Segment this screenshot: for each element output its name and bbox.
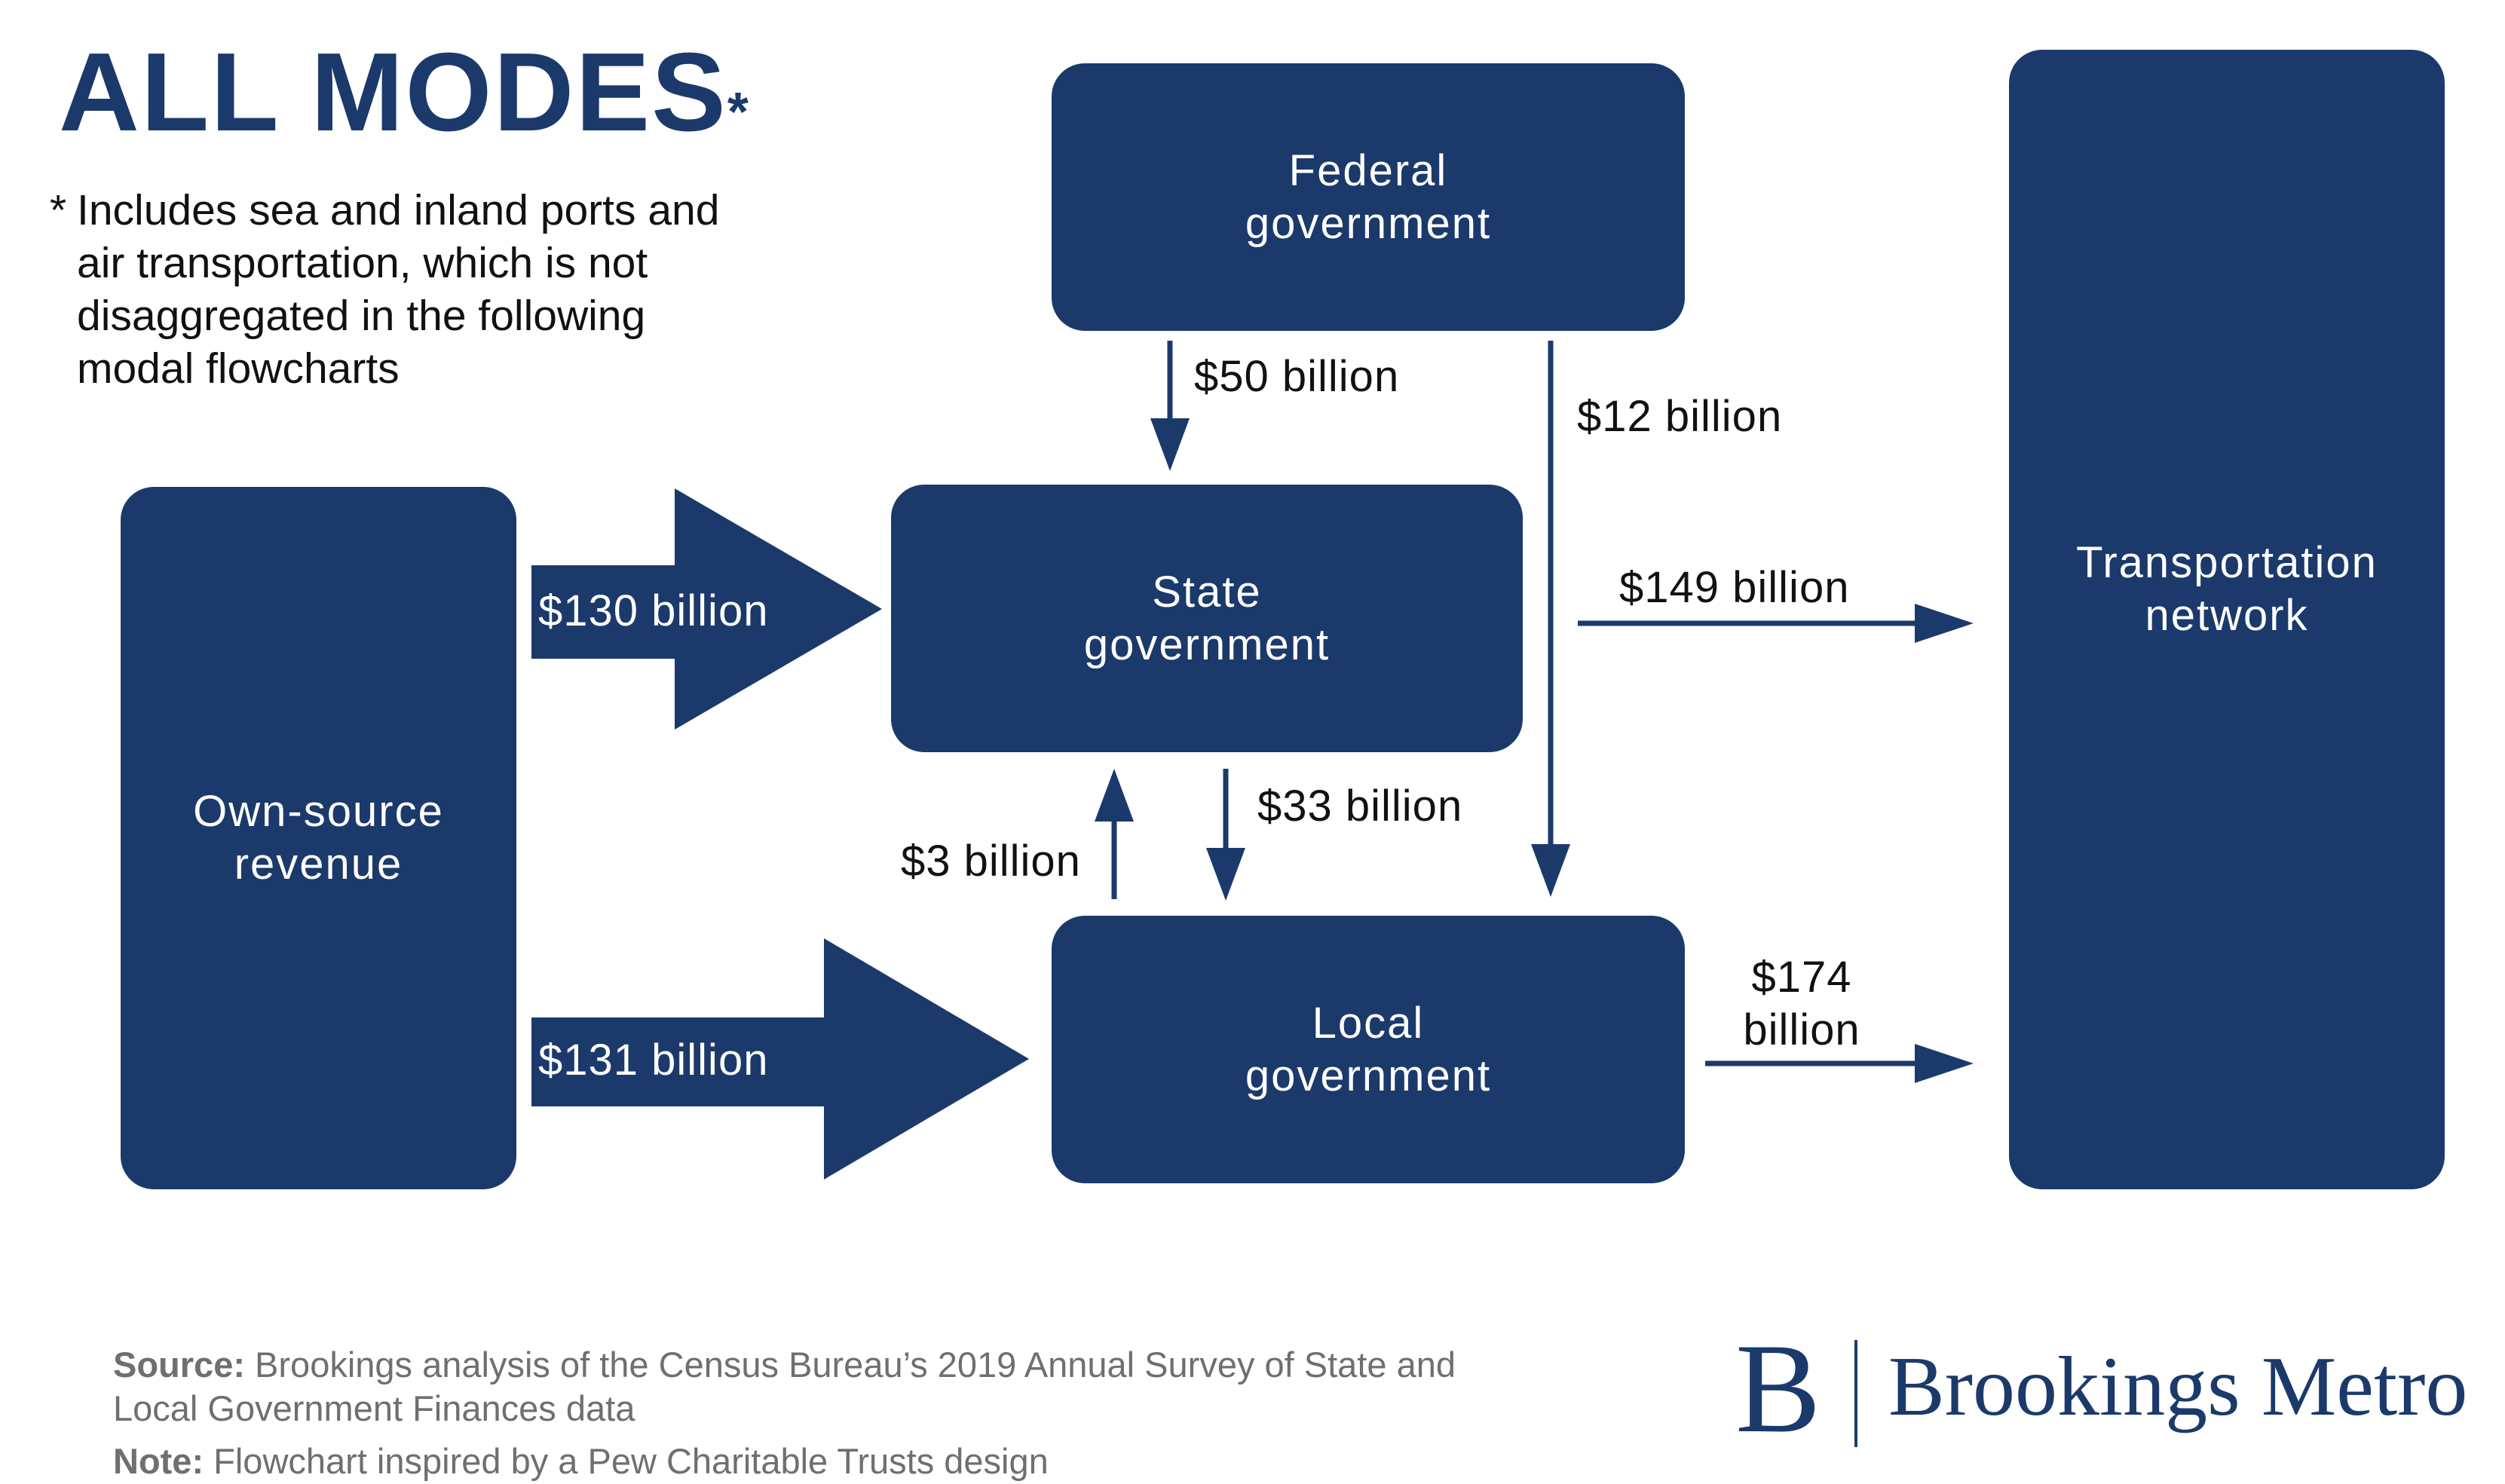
transportation-network-label: Transportation network <box>2076 538 2378 640</box>
note-label: Note: <box>113 1441 204 1481</box>
brookings-logo-mark: B <box>1735 1317 1821 1459</box>
source-note-line-2 <box>113 1387 635 1430</box>
federal-government-label: Federal government <box>1245 145 1492 248</box>
source-note <box>113 1343 1456 1387</box>
local-to-network-flow-label: $174 billion <box>1743 953 1860 1054</box>
footnote-text: Includes sea and inland ports and air transportation, which is not disaggregated in the following modal flowcharts <box>77 186 720 393</box>
local-government-label: Local government <box>1245 998 1492 1100</box>
title-text: ALL MODES <box>59 30 727 155</box>
state-to-local-arrowhead <box>1206 848 1245 901</box>
federal-to-state-arrowhead <box>1150 418 1190 471</box>
own-source-revenue-label: Own-source revenue <box>193 787 444 889</box>
note-text: Flowchart inspired by a Pew Charitable Trusts design <box>204 1441 1049 1481</box>
footnote-asterisk: * <box>50 186 67 234</box>
logo-divider <box>1854 1340 1857 1447</box>
brookings-metro-wordmark: Brookings Metro <box>1888 1340 2468 1434</box>
local-to-network-arrowhead <box>1915 1044 1974 1083</box>
design-note <box>113 1440 1049 1483</box>
federal-to-local-arrowhead <box>1531 844 1570 897</box>
local-to-state-flow-label: $3 billion <box>901 837 1081 886</box>
state-to-network-arrowhead <box>1915 604 1974 643</box>
own-to-state-flow-label: $130 billion <box>538 586 769 635</box>
federal-to-state-flow-label: $50 billion <box>1194 352 1400 401</box>
local-to-state-arrowhead <box>1095 769 1134 822</box>
source-text-2: Local Government Finances data <box>113 1388 635 1428</box>
source-label: Source: <box>113 1345 245 1385</box>
federal-to-local-flow-label: $12 billion <box>1577 392 1783 441</box>
state-to-network-flow-label: $149 billion <box>1619 563 1850 612</box>
own-to-local-flow-label: $131 billion <box>538 1036 769 1085</box>
source-text: Brookings analysis of the Census Bureau’s 2019 Annual Survey of State and <box>245 1345 1456 1385</box>
state-to-local-flow-label: $33 billion <box>1257 782 1463 831</box>
title-asterisk: * <box>727 82 750 142</box>
state-government-label: State government <box>1083 567 1331 669</box>
